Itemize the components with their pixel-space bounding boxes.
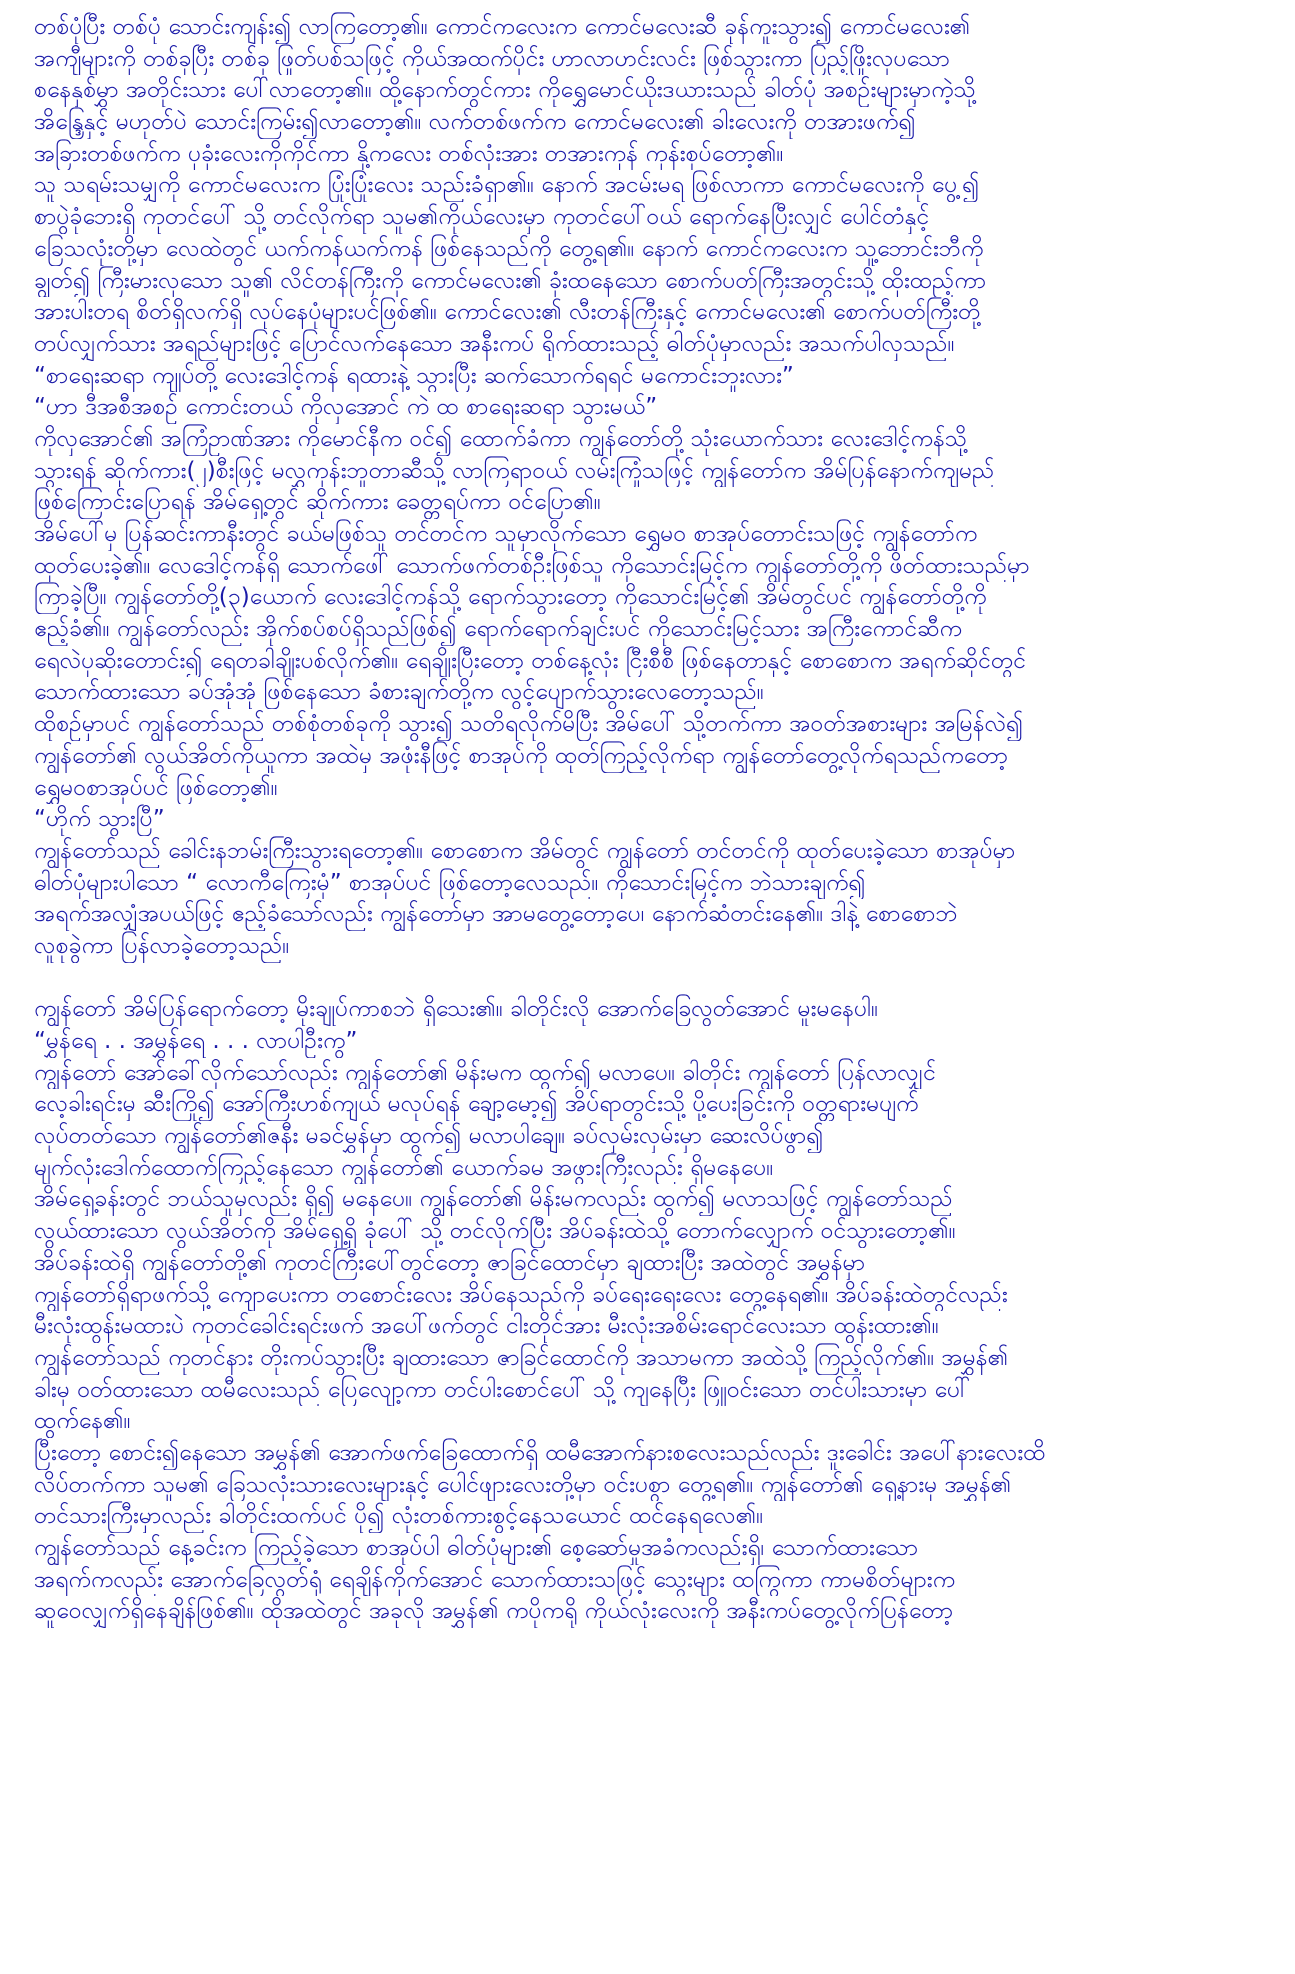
text-line: ထိုစဉ်မှာပင် ကျွန်တော်သည် တစ်စုံတစ်ခုကို သွား၍ သတိရလိုက်မိပြီး အိမ်ပေါ် သို့တက်ကာ အဝတ်အစားများ အမြန်လဲ၍ bbox=[34, 711, 1024, 738]
text-line: “မွှန်ရေ . . အမွှန်ရေ . . . လာပါဦးကွ” bbox=[34, 1028, 358, 1054]
text-line: ကျွန်တော် အော်ခေါ်လိုက်သော်လည်း ကျွန်တော်၏ မိန်းမက ထွက်၍ မလာပေ။ ခါတိုင်း ကျွန်တော် ပြန်လာလျှင် bbox=[34, 1059, 937, 1086]
text-line: ရွှေမဝစာအုပ်ပင် ဖြစ်တော့၏။ bbox=[34, 774, 278, 801]
text-line: ကျွန်တော်သည် ခေါင်းနဘမ်းကြီးသွားရတော့၏။ စောစောက အိမ်တွင် ကျွန်တော် တင်တင်ကို ထုတ်ပေးခဲ့သော စာအုပ်မှာ bbox=[34, 837, 1016, 864]
text-line: မျက်လုံးဒေါက်ထောက်ကြည့်နေသော ကျွန်တော်၏ ယောက်ခမ အဖွားကြီးလည်း ရှိမနေပေ။ bbox=[34, 1154, 774, 1181]
text-line: ကိုလှအောင်၏ အကြံဥာဏ်အား ကိုမောင်နီက ဝင်၍ ထောက်ခံကာ ကျွန်တော်တို့ သုံးယောက်သား လေးဒေါင့်ကန်သို့ bbox=[34, 425, 968, 452]
text-line bbox=[34, 1628, 1271, 1660]
text-line: ဓါတ်ပုံများပါသော “ လောကီကြေးမုံ” စာအုပ်ပင် ဖြစ်တော့လေသည်။ ကိုသောင်းမြင့်က ဘဲသားချက်၍ bbox=[34, 869, 866, 896]
text-line: လေ့ခါးရင်းမှ ဆီးကြို၍ အော်ကြီးဟစ်ကျယ် မလုပ်ရန် ချော့မော့၍ အိပ်ရာတွင်းသို့ ပို့ပေးခြင်းကို ဝတ္တရားမပျက် bbox=[34, 1091, 919, 1118]
text-line: ကျွန်တော်ရှိရာဖက်သို့ ကျောပေးကာ တစောင်းလေး အိပ်နေသည်ကို ခပ်ရေးရေးလေး တွေ့နေရ၏။ အိပ်ခန်းထဲတွင်လည်း bbox=[34, 1281, 1008, 1308]
text-line: အိပ်ခန်းထဲရှိ ကျွန်တော်တို့၏ ကုတင်ကြီးပေါ်တွင်တော့ ဇာခြင်ထောင်မှာ ချထားပြီး အထဲတွင် အမွှန်မှာ bbox=[34, 1249, 866, 1276]
text-line: အိန္ဒြေနှင့် မဟုတ်ပဲ သောင်းကြမ်း၍လာတော့၏။ လက်တစ်ဖက်က ကောင်မလေး၏ ခါးလေးကို တအားဖက်၍ bbox=[34, 109, 916, 136]
text-line: ထုတ်ပေးခဲ့၏။ လေဒေါင့်ကန်ရှိ သောက်ဖေါ် သောက်ဖက်တစ်ဦးဖြစ်သူ ကိုသောင်းမြင့်က ကျွန်တော်တို့ကို ဖိတ်ထားသည်မှာ bbox=[34, 552, 1030, 579]
text-line: ဧည့်ခံ၏။ ကျွန်တော်လည်း အိုက်စပ်စပ်ရှိသည်ဖြစ်၍ ရောက်ရောက်ချင်းပင် ကိုသောင်းမြင့်သား အကြီးကောင်ဆီက bbox=[34, 616, 963, 643]
text-line: ခြေသလုံးတို့မှာ လေထဲတွင် ယက်ကန်ယက်ကန် ဖြစ်နေသည်ကို တွေ့ရ၏။ နောက် ကောင်ကလေးက သူ့ဘောင်းဘီကို bbox=[34, 235, 984, 262]
text-line: အားပါးတရ စိတ်ရှိလက်ရှိ လုပ်နေပုံများပင်ဖြစ်၏။ ကောင်လေး၏ လီးတန်ကြီးနှင့် ကောင်မလေး၏ စောက်ပတ်ကြီးတို့ bbox=[34, 299, 981, 326]
text-line: မီးလုံးထွန်းမထားပဲ ကုတင်ခေါင်းရင်းဖက် အပေါ်ဖက်တွင် ငါးတိုင်အား မီးလုံးအစိမ်းရောင်လေးသာ ထွန်းထား၏။ bbox=[34, 1313, 939, 1340]
text-line: ကျွန်တော် အိမ်ပြန်ရောက်တော့ မိုးချုပ်ကာစဘဲ ရှိသေး၏။ ခါတိုင်းလို အောက်ခြေလွတ်အောင် မူးမနေပါ။ bbox=[34, 996, 879, 1023]
text-line: ပြီးတော့ စောင်း၍နေသော အမွှန်၏ အောက်ဖက်ခြေထောက်ရှိ ထမီအောက်နားစလေးသည်လည်း ဒူးခေါင်း အပေါ်နားလေးထိ bbox=[34, 1439, 1046, 1466]
text-line: သောက်ထားသော ခပ်အုံအုံ ဖြစ်နေသော ခံစားချက်တို့က လွင့်ပျောက်သွားလေတော့သည်။ bbox=[34, 679, 764, 706]
text-line: အရက်အလျှံအပယ်ဖြင့် ဧည့်ခံသော်လည်း ကျွန်တော်မှာ အာမတွေ့တော့ပေ၊ နောက်ဆံတင်းနေ၏။ ဒါနဲ့ စောစောဘဲ bbox=[34, 901, 958, 928]
text-line: လူစုခွဲကာ ပြန်လာခဲ့တော့သည်။ bbox=[34, 932, 290, 959]
text-line: အကျီများကို တစ်ခုပြီး တစ်ခု ဖြုတ်ပစ်သဖြင့် ကိုယ်အထက်ပိုင်း ဟာလာဟင်းလင်း ဖြစ်သွားကာ ပြည့်ဖြိုးလှပသော bbox=[34, 45, 950, 72]
text-line: လွယ်ထားသော လွယ်အိတ်ကို အိမ်ရှေ့ရှိ ခုံပေါ် သို့ တင်လိုက်ပြီး အိပ်ခန်းထဲသို့ တောက်လျှောက် ဝင်သွားတော့၏။ bbox=[34, 1218, 956, 1245]
text-line: ထွက်နေ၏။ bbox=[34, 1408, 131, 1435]
text-line: အိမ်ရှေ့ခန်းတွင် ဘယ်သူမှလည်း ရှိ၍ မနေပေ။ ကျွန်တော်၏ မိန်းမကလည်း ထွက်၍ မလာသဖြင့် ကျွန်တော်သည် bbox=[34, 1186, 953, 1213]
text-line: စနေနှစ်မွှာ အတိုင်းသား ပေါ်လာတော့၏။ ထို့နောက်တွင်ကား ကိုရွှေမောင်ယိုးဒယားသည် ခါတ်ပုံ အစဉ်းများမှာကဲ့သို့ bbox=[34, 77, 976, 104]
text-line: လုပ်တတ်သော ကျွန်တော်၏ဇနီး မခင်မွှန်မှာ ထွက်၍ မလာပါချေ။ ခပ်လှမ်းလှမ်းမှာ ဆေးလိပ်ဖွာ၍ bbox=[34, 1123, 824, 1150]
text-line: အိမ်ပေါ်မှ ပြန်ဆင်းကာနီးတွင် ခယ်မဖြစ်သူ တင်တင်က သူမှာလိုက်သော ရွှေမဝ စာအုပ်တောင်းသဖြင့် ကျွန်တော်က bbox=[34, 521, 978, 547]
paragraph-gap bbox=[34, 963, 1271, 995]
text-line: ဖြစ်ကြောင်းပြောရန် အိမ်ရှေ့တွင် ဆိုက်ကား ခေတ္တရပ်ကာ ဝင်ပြော၏။ bbox=[34, 489, 601, 516]
text-line: “ဟိုက် သွားပြီ” bbox=[34, 806, 165, 833]
text-line: ကြာခဲ့ပြီ။ ကျွန်တော်တို့(၃)ယောက် လေးဒေါင့်ကန်သို့ ရောက်သွားတော့ ကိုသောင်းမြင့်၏ အိမ်တွင်ပင် ကျွန်တော်တို့ကို bbox=[34, 584, 987, 611]
text-line: ချွတ်၍ ကြီးမားလှသော သူ၏ လိင်တန်ကြီးကို ကောင်မလေး၏ ခုံးထနေသော စောက်ပတ်ကြီးအတွင်းသို့ ထိုးထည့်ကာ bbox=[34, 267, 987, 294]
text-line: အခြားတစ်ဖက်က ပုခုံးလေးကိုကိုင်ကာ နို့ကလေး တစ်လုံးအား တအားကုန် ကုန်းစုပ်တော့၏။ bbox=[34, 140, 784, 167]
text-line: တစ်ပုံပြီး တစ်ပုံ သောင်းကျန်း၍ လာကြတော့၏။ ကောင်ကလေးက ကောင်မလေးဆီ ခုန်ကူးသွား၍ ကောင်မလေး၏ bbox=[34, 14, 971, 40]
text-line: ကျွန်တော်သည် နေ့ခင်းက ကြည့်ခဲ့သော စာအုပ်ပါ ဓါတ်ပုံများ၏ စေ့ဆော်မှုအခံကလည်းရှိ၊ သောက်ထားသော bbox=[34, 1535, 919, 1561]
text-line: “စာရေးဆရာ ကျုပ်တို့ လေးဒေါင့်ကန် ရထားနဲ့ သွားပြီး ဆက်သောက်ရရင် မကောင်းဘူးလား” bbox=[34, 362, 794, 389]
text-line: လိပ်တက်ကာ သူမ၏ ခြေသလုံးသားလေးများနှင့် ပေါင်ဖျားလေးတို့မှာ ဝင်းပစွာ တွေ့ရ၏။ ကျွန်တော်၏ ရှေ့နားမှ အမွှန်၏ bbox=[34, 1471, 1012, 1498]
text-line: တပ်လျှက်သား အရည်များဖြင့် ပြောင်လက်နေသော အနီးကပ် ရိုက်ထားသည့် ဓါတ်ပုံမှာလည်း အသက်ပါလှသည်။ bbox=[34, 330, 955, 357]
text-line: ရေလဲပုဆိုးတောင်း၍ ရေတခါချိုးပစ်လိုက်၏။ ရေချိုးပြီးတော့ တစ်နေ့လုံး ငြီးစီစီ ဖြစ်နေတာနှင့် စောစောက အရက်ဆိုင်တွင် bbox=[34, 647, 1027, 674]
text-line: သွားရန် ဆိုက်ကား(၂)စီးဖြင့် မလွှကုန်းဘူတာဆီသို့ လာကြရာဝယ် လမ်းကြုံသဖြင့် ကျွန်တော်က အိမ်ပြန်နောက်ကျမည် bbox=[34, 457, 995, 484]
text-line: ခါးမှ ဝတ်ထားသော ထမီလေးသည် ပြေလျော့ကာ တင်ပါးစောင်ပေါ် သို့ ကျနေပြီး ဖြူဝင်းသော တင်ပါးသားမှာ ပေါ် bbox=[34, 1376, 971, 1403]
text-line bbox=[34, 1660, 1271, 1692]
text-line: သူ သရမ်းသမျှကို ကောင်မလေးက ပြုံးပြုံးလေး သည်းခံရှာ၏။ နောက် အငမ်းမရ ဖြစ်လာကာ ကောင်မလေးကို ပွေ့၍ bbox=[34, 172, 980, 199]
text-line: ကျွန်တော်၏ လွယ်အိတ်ကိုယူကာ အထဲမှ အဖုံးနီဖြင့် စာအုပ်ကို ထုတ်ကြည့်လိုက်ရာ ကျွန်တော်တွေ့လိုက်ရသည်ကတော့ bbox=[34, 742, 1009, 769]
text-line: အရက်ကလည်း အောက်ခြေလွတ်ရုံ ရေချိန်ကိုက်အောင် သောက်ထားသဖြင့် သွေးများ ထကြွကာ ကာမစိတ်များက bbox=[34, 1566, 956, 1593]
text-line: ကျွန်တော်သည် ကုတင်နား တိုးကပ်သွားပြီး ချထားသော ဇာခြင်ထောင်ကို အသာမကာ အထဲသို့ ကြည့်လိုက်၏။ အမွှန်၏ bbox=[34, 1344, 1009, 1371]
text-line: တင်သားကြီးမှာလည်း ခါတိုင်းထက်ပင် ပို၍ လုံးတစ်ကားစွင့်နေသယောင် ထင်နေရလေ၏။ bbox=[34, 1503, 764, 1530]
text-line: စာပွဲခုံဘေးရှိ ကုတင်ပေါ် သို့ တင်လိုက်ရာ သူမ၏ကိုယ်လေးမှာ ကုတင်ပေါ်ဝယ် ရောက်နေပြီးလျှင် ပေါင်တံနှင့် bbox=[34, 204, 930, 231]
text-line: ဆူဝေလျှက်ရှိနေချိန်ဖြစ်၏။ ထိုအထဲတွင် အခုလို အမွှန်၏ ကပိုကရို ကိုယ်လုံးလေးကို အနီးကပ်တွေ့လိုက်ပြန်တော့ bbox=[34, 1598, 954, 1625]
text-line: “ဟာ ဒီအစီအစဉ် ကောင်းတယ် ကိုလှအောင် ကဲ ထ စာရေးဆရာ သွားမယ်” bbox=[34, 394, 658, 421]
